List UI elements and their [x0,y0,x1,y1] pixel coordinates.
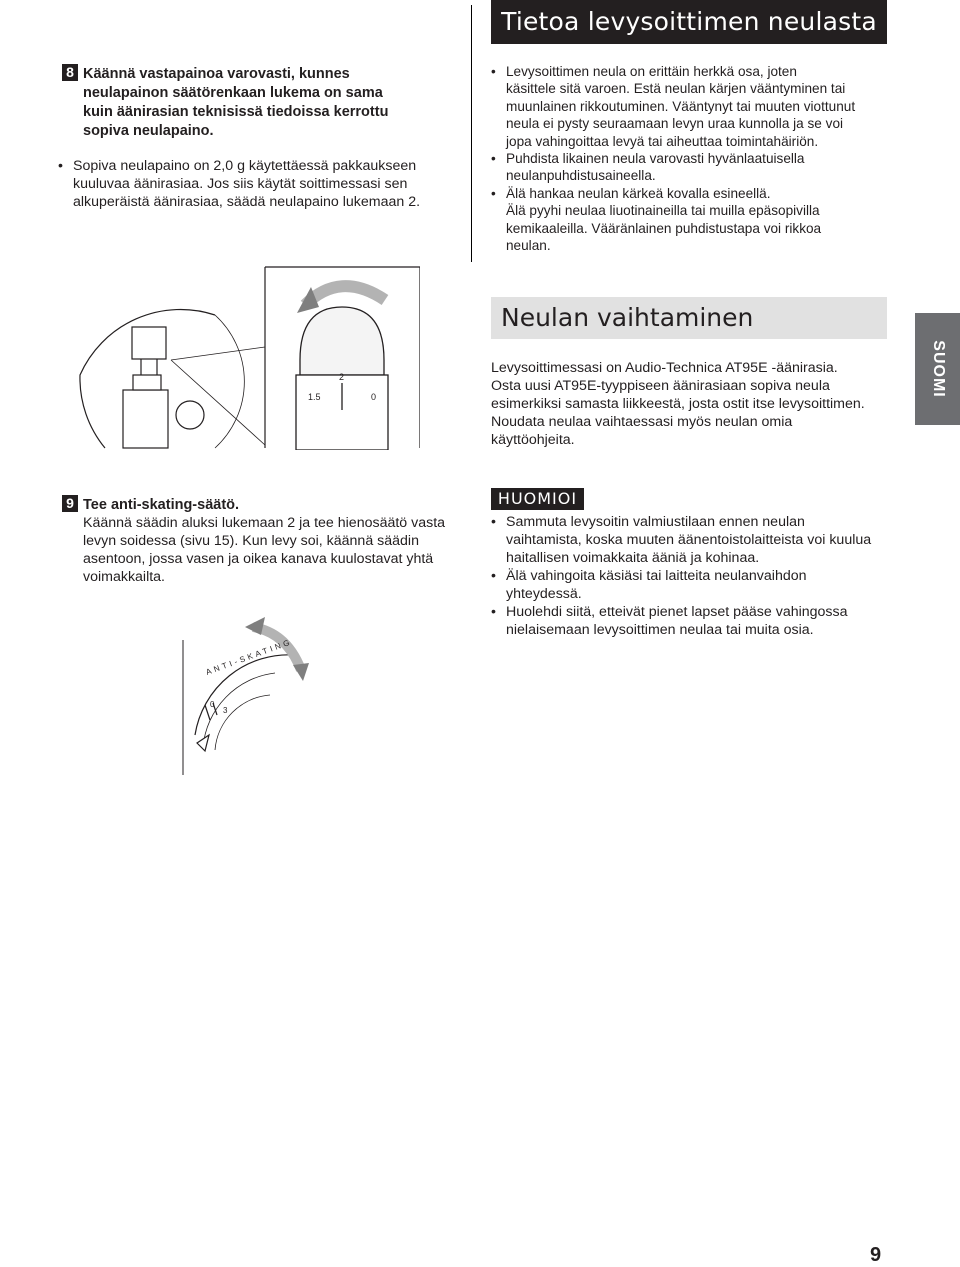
column-divider [471,5,472,262]
step-8-heading-line: sopiva neulapaino. [83,123,214,139]
step-8-number: 8 [62,64,78,81]
step-9-line: levyn soidessa (sivu 15). Kun levy soi, käännä säädin [83,533,419,549]
step-8-heading-line: neulapainon säätörenkaan lukema on sama [83,85,383,101]
step-9-line: asentoon, jossa vasen ja oikea kanava kuulostavat yhtä [83,551,434,567]
step-9-heading: Tee anti-skating-säätö. [83,497,240,513]
caution-line: • Älä vahingoita käsiäsi tai laitteita neulanvaihdon [506,568,807,584]
stylus-info-list [491,63,891,254]
step-9-text [83,514,463,586]
caution-line: nielaisemaan levysoittimen neulaa tai muita osia. [506,622,814,638]
caution-item [491,513,901,567]
replace-line: käyttöohjeita. [491,432,575,448]
step-8-bullet-line: alkuperäistä äänirasiaa, säädä neulapaino lukemaan 2. [73,194,421,210]
stylus-info-line: jopa vahingoittaa levyä tai aiheuttaa toimintahäiriön. [506,133,819,149]
step-8-heading-line: Käännä vastapainoa varovasti, kunnes [83,66,350,82]
step-9-number: 9 [62,495,78,512]
stylus-info-line: kemikaaleilla. Vääränlainen puhdistustapa voi rikkoa [506,220,822,236]
stylus-info-line: • Puhdista likainen neula varovasti hyvänlaatuisella [506,151,805,167]
page-number: 9 [870,1244,882,1266]
dial-label-0: 0 [371,392,377,402]
step-9-line: Käännä säädin aluksi lukemaan 2 ja tee hienosäätö vasta [83,515,446,531]
language-tab [915,313,960,425]
stylus-info-item [491,63,891,150]
step-8-heading-line: kuin äänirasian teknisissä tiedoissa kerrottu [83,104,389,120]
stylus-info-line: käsittele sitä varoen. Estä neulan kärjen vääntyminen tai [506,81,846,97]
step-8-heading [83,65,388,141]
caution-item [491,567,901,603]
caution-line: haitallisen voimakkaita ääniä ja kohinaa. [506,550,760,566]
anti-skating-label-0: 0 [210,700,215,709]
stylus-info-line: neulanpuhdistusaineella. [506,168,656,184]
caution-line: vaihtamista, koska muuten äänentoistolaitteista voi kuulua [506,532,872,548]
section-title-replace-stylus: Neulan vaihtaminen [491,297,887,339]
stylus-info-line: Älä pyyhi neulaa liuotinaineilla tai muilla epäsopivilla [506,203,820,219]
step-8-bullet-line: kuuluvaa äänirasiaa. Jos siis käytät soittimessasi sen [73,176,408,192]
stylus-info-item [491,185,891,255]
replace-stylus-text [491,359,901,449]
replace-line: Osta uusi AT95E-tyyppiseen äänirasiaan sopiva neula [491,378,830,394]
step-8-bullet-line: • Sopiva neulapaino on 2,0 g käytettäessä pakkaukseen [73,158,417,174]
counterweight-dial-illustration [75,265,420,450]
anti-skating-label-3: 3 [223,706,228,715]
caution-line: • Huolehdi siitä, etteivät pienet lapset pääse vahingossa [506,604,848,620]
anti-skating-illustration [175,615,315,775]
replace-line: Noudata neulaa vaihtaessasi myös neulan omia [491,414,793,430]
stylus-info-line: neula ei pysty seuraamaan levyn uraa kunnolla ja se voi [506,116,844,132]
replace-line: Levysoittimessasi on Audio-Technica AT95E -äänirasia. [491,360,838,376]
stylus-info-item [491,150,891,185]
stylus-info-line: • Älä hankaa neulan kärkeä kovalla esineellä. [506,185,771,201]
step-9-line: voimakkailta. [83,569,166,585]
page-title: Tietoa levysoittimen neulasta [491,0,887,44]
stylus-info-line: neulan. [506,238,551,254]
anti-skating-knob-label: ANTI-SKATING [204,637,294,677]
step-8-bullet [58,157,458,211]
caution-label: HUOMIOI [491,488,584,510]
stylus-info-line: • Levysoittimen neula on erittäin herkkä osa, joten [506,64,797,79]
dial-label-1-5: 1.5 [308,392,321,402]
dial-label-2: 2 [339,372,345,382]
caution-line: • Sammuta levysoitin valmiustilaan ennen neulan [506,514,805,530]
caution-list [491,513,901,639]
caution-item [491,603,901,639]
replace-line: esimerkiksi samasta liikkeestä, josta ostit itse levysoittimen. [491,396,865,412]
stylus-info-line: muunlainen rikkoutuminen. Vääntynyt tai muuten viottunut [506,98,856,114]
language-tab-label: SUOMI [929,340,947,398]
caution-line: yhteydessä. [506,586,582,602]
